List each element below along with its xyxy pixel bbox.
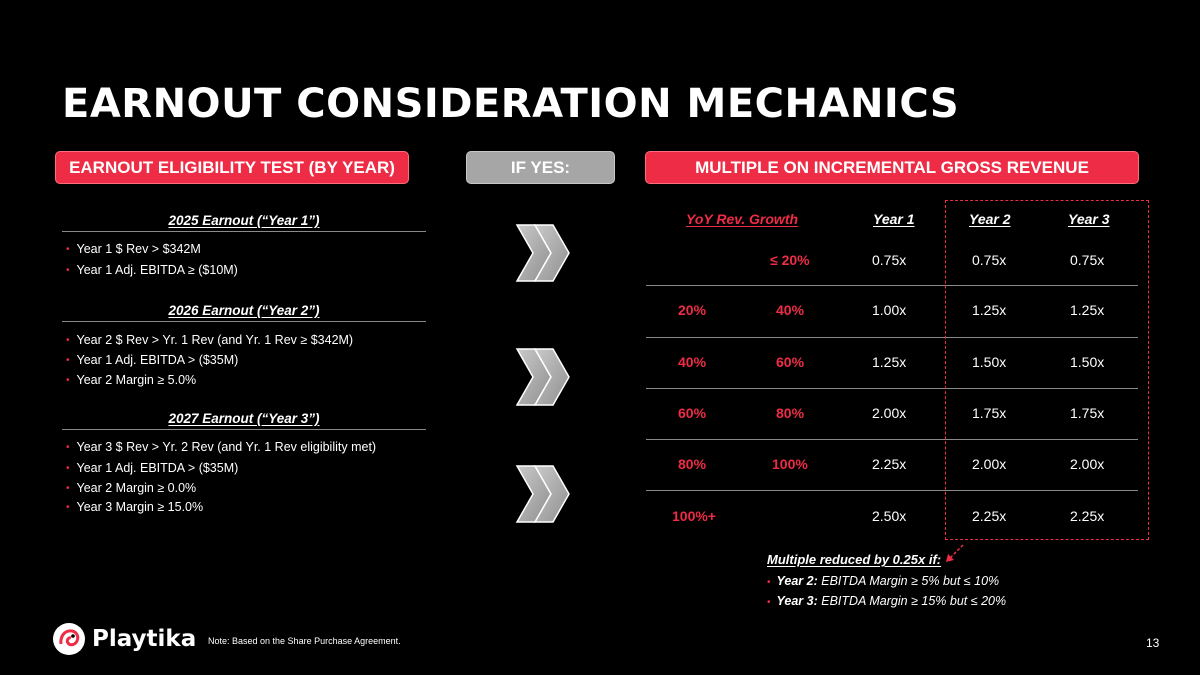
table-header-year2: Year 2 [969,211,1011,227]
brand-name: Playtika [92,626,197,652]
footer-note: Note: Based on the Share Purchase Agreement. [208,636,401,646]
list-item [767,594,1006,608]
double-chevron-right-icon [515,347,571,407]
growth-from: 100%+ [672,508,716,524]
table-header-year1: Year 1 [873,211,915,227]
reduction-text: EBITDA Margin ≥ 5% but ≤ 10% [821,574,1000,588]
section-rule [62,321,426,322]
list-item [66,333,353,347]
multiple-year2: 2.25x [972,508,1007,524]
reduction-label: Year 2: [776,574,818,588]
growth-from: 60% [678,405,707,421]
growth-to: 60% [776,354,805,370]
list-item [66,481,196,495]
growth-to: 100% [772,456,808,472]
bullet-text: Year 2 Margin ≥ 5.0% [76,373,197,387]
multiple-header-label: MULTIPLE ON INCREMENTAL GROSS REVENUE [695,157,1089,177]
playtika-logo-icon [52,622,86,656]
table-header-year3: Year 3 [1068,211,1110,227]
brand-logo [52,622,196,656]
multiple-year1: 1.25x [872,354,907,370]
if-yes-header-label: IF YES: [510,157,571,177]
bullet-icon: • [767,597,771,608]
double-chevron-right-icon [515,464,571,524]
list-item [66,440,376,454]
multiple-year1: 1.00x [872,302,907,318]
list-item [66,500,203,514]
bullet-text: Year 3 Margin ≥ 15.0% [76,500,204,514]
page-number: 13 [1146,636,1160,650]
multiple-year1: 2.50x [872,508,907,524]
section-rule [62,231,426,232]
bullet-text: Year 1 Adj. EBITDA ≥ ($10M) [76,263,238,277]
eligibility-header-label: EARNOUT ELIGIBILITY TEST (BY YEAR) [69,157,395,177]
arrow-down-left-icon [943,542,967,566]
section-title-year1: 2025 Earnout (“Year 1”) [168,213,320,228]
bullet-icon: • [767,577,771,588]
growth-from: 80% [678,456,707,472]
multiple-year3: 1.25x [1070,302,1105,318]
list-item [66,373,196,387]
list-item [767,574,999,588]
section-rule [62,429,426,430]
section-title-year3: 2027 Earnout (“Year 3”) [168,411,320,426]
multiple-year2: 1.25x [972,302,1007,318]
if-yes-header [466,151,615,184]
bullet-text: Year 1 Adj. EBITDA > ($35M) [76,353,239,367]
multiple-year1: 2.00x [872,405,907,421]
list-item [66,353,238,367]
page-title: EARNOUT CONSIDERATION MECHANICS [62,81,960,127]
growth-to: ≤ 20% [770,252,810,268]
table-header-growth: YoY Rev. Growth [686,211,799,227]
multiple-year3: 2.25x [1070,508,1105,524]
bullet-icon: • [66,442,70,453]
multiple-header [645,151,1139,184]
list-item [66,263,238,277]
bullet-icon: • [66,355,70,366]
bullet-icon: • [66,375,70,386]
bullet-text: Year 1 $ Rev > $342M [76,242,201,256]
multiple-year1: 0.75x [872,252,907,268]
multiple-year2: 0.75x [972,252,1007,268]
multiple-year2: 1.50x [972,354,1007,370]
growth-to: 40% [776,302,805,318]
bullet-icon: • [66,244,70,255]
list-item [66,461,238,475]
bullet-icon: • [66,483,70,494]
bullet-text: Year 1 Adj. EBITDA > ($35M) [76,461,239,475]
highlight-dashed-box [945,200,1149,540]
multiple-year3: 1.50x [1070,354,1105,370]
growth-to: 80% [776,405,805,421]
section-title-year2: 2026 Earnout (“Year 2”) [168,303,320,318]
multiple-year3: 2.00x [1070,456,1105,472]
bullet-text: Year 2 $ Rev > Yr. 1 Rev (and Yr. 1 Rev ≥ $342M) [76,333,354,347]
bullet-icon: • [66,502,70,513]
bullet-icon: • [66,335,70,346]
reduction-text: EBITDA Margin ≥ 15% but ≤ 20% [821,594,1007,608]
double-chevron-right-icon [515,223,571,283]
bullet-icon: • [66,463,70,474]
multiple-year3: 0.75x [1070,252,1105,268]
growth-from: 20% [678,302,707,318]
reduction-title: Multiple reduced by 0.25x if: [767,552,942,567]
multiple-year2: 1.75x [972,405,1007,421]
list-item [66,242,201,256]
growth-from: 40% [678,354,707,370]
bullet-text: Year 2 Margin ≥ 0.0% [76,481,197,495]
multiple-year1: 2.25x [872,456,907,472]
bullet-text: Year 3 $ Rev > Yr. 2 Rev (and Yr. 1 Rev eligibility met) [76,440,377,454]
multiple-year3: 1.75x [1070,405,1105,421]
reduction-label: Year 3: [776,594,818,608]
eligibility-header [55,151,409,184]
multiple-year2: 2.00x [972,456,1007,472]
bullet-icon: • [66,265,70,276]
